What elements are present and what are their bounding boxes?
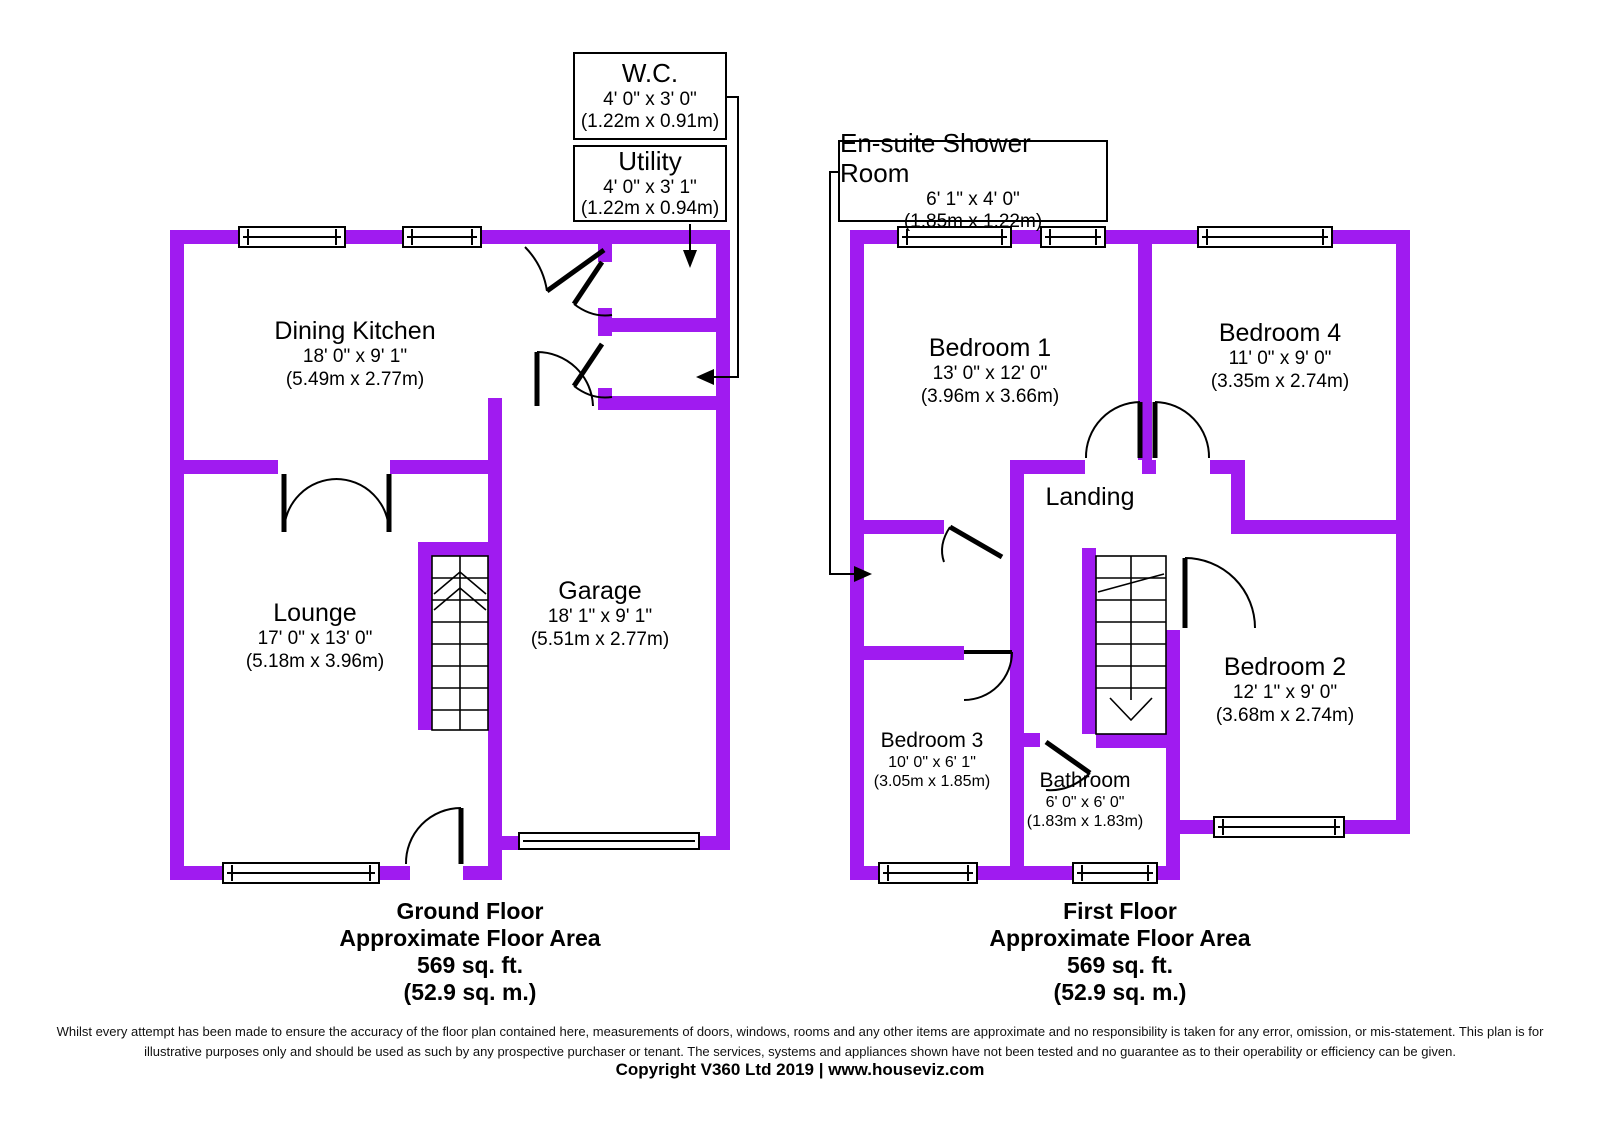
room-label-bedroom4: Bedroom 4 11' 0" x 9' 0" (3.35m x 2.74m) xyxy=(1210,319,1350,392)
utility-door-leaf xyxy=(574,344,602,386)
room-label-bedroom1: Bedroom 1 13' 0" x 12' 0" (3.96m x 3.66m) xyxy=(920,334,1060,407)
room-label-landing: Landing xyxy=(1045,483,1135,511)
room-dims-metric: (1.22m x 0.94m) xyxy=(580,198,720,220)
utility-pointer-arrow xyxy=(696,97,738,385)
room-dims-imperial: 4' 0" x 3' 1" xyxy=(603,176,697,198)
wc-label-box xyxy=(573,52,727,140)
room-dims-imperial: 4' 0" x 3' 0" xyxy=(603,89,697,111)
wc-door-arc xyxy=(574,304,612,316)
copyright-text: Copyright V360 Ltd 2019 | www.houseviz.com xyxy=(615,1060,985,1079)
room-label-dining-kitchen: Dining Kitchen 18' 0" x 9' 1" (5.49m x 2.77m) xyxy=(274,317,436,390)
ground-floor-heading: Ground Floor Approximate Floor Area 569 sq. ft. (52.9 sq. m.) xyxy=(339,898,601,1005)
room-name: En-suite Shower Room xyxy=(840,128,1031,189)
front-door-arc xyxy=(406,808,461,864)
ensuite-label-box xyxy=(838,128,1108,232)
hall-door-arc xyxy=(537,352,593,406)
room-label-lounge: Lounge 17' 0" x 13' 0" (5.18m x 3.96m) xyxy=(245,599,385,672)
room-name: Utility xyxy=(618,145,682,176)
entry-door-arc xyxy=(525,247,547,291)
utility-door-arc xyxy=(574,386,612,398)
room-dims-metric: (1.85m x 1.22m) xyxy=(903,210,1043,232)
room-label-bedroom3: Bedroom 3 10' 0" x 6' 1" (3.05m x 1.85m) xyxy=(873,729,991,791)
room-label-garage: Garage 18' 1" x 9' 1" (5.51m x 2.77m) xyxy=(530,577,670,650)
room-dims-imperial: 6' 1" x 4' 0" xyxy=(926,189,1020,211)
ensuite-door-arc xyxy=(942,527,950,562)
room-name: W.C. xyxy=(621,58,679,89)
room-label-bathroom: Bathroom 6' 0" x 6' 0" (1.83m x 1.83m) xyxy=(1026,769,1144,831)
first-floor-heading: First Floor Approximate Floor Area 569 sq. ft. (52.9 sq. m.) xyxy=(989,898,1251,1005)
bedroom4-door-arc xyxy=(1155,402,1209,458)
bedroom3-door-arc xyxy=(964,652,1012,700)
bedroom2-door-arc xyxy=(1185,558,1255,628)
bedroom1-door-arc xyxy=(1086,402,1140,458)
room-dims-metric: (1.22m x 0.91m) xyxy=(580,110,720,132)
room-label-bedroom2: Bedroom 2 12' 1" x 9' 0" (3.68m x 2.74m) xyxy=(1215,653,1355,726)
utility-label-box xyxy=(573,145,727,222)
wc-pointer-arrow xyxy=(683,224,697,268)
dk-double-door-arc xyxy=(336,479,389,532)
disclaimer-text: Whilst every attempt has been made to ensure the accuracy of the floor plan contained here, measurements of doors, windows, rooms and any other items are approximate and no responsibility is taken for any error, omission, or mis-statement. This plan is for illustrative purposes only and should be used as such by any prospective purchaser or tenant. The services, systems and appliances shown have not been tested and no guarantee as to their operability or efficiency can be given. xyxy=(56,1024,1544,1059)
dk-double-door-arc xyxy=(284,479,337,532)
ensuite-door-leaf xyxy=(950,527,1002,557)
